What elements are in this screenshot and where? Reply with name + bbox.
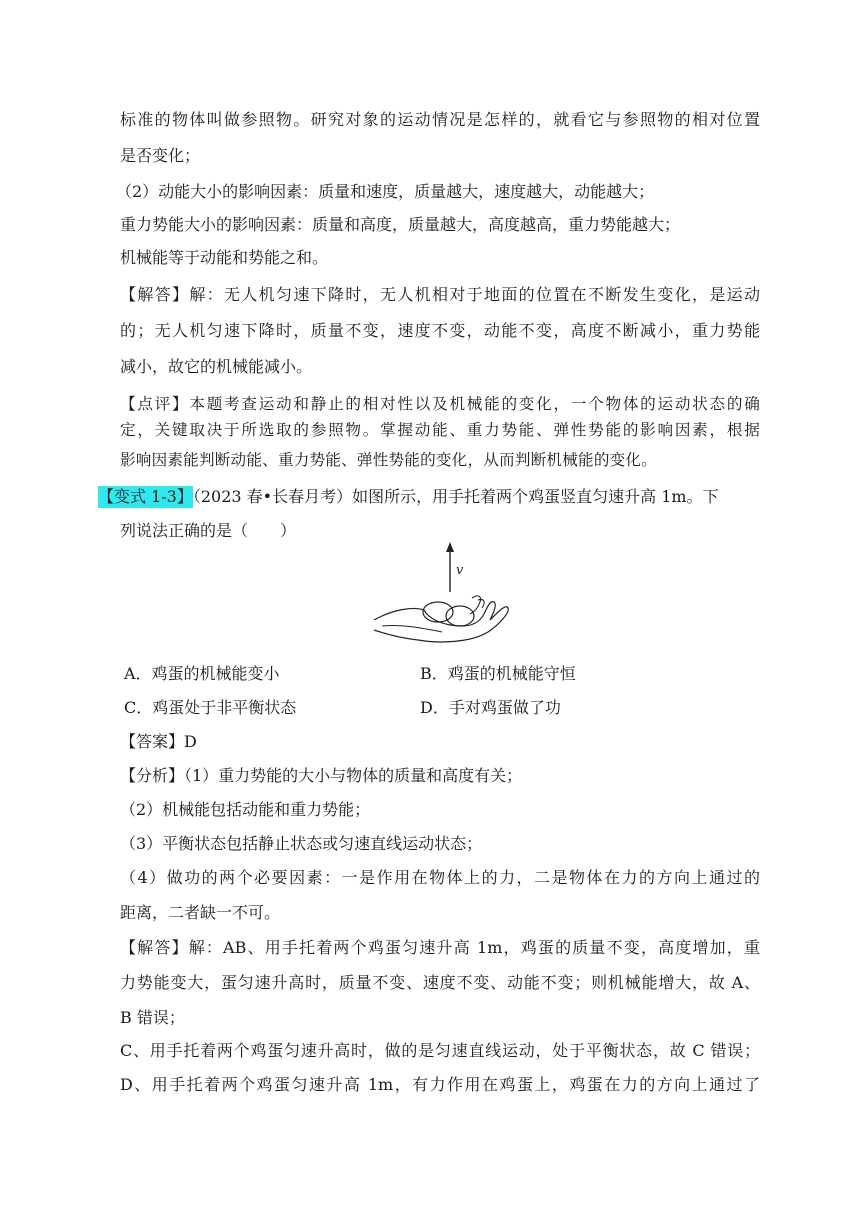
question-text: （2023 春•长春月考）如图所示，用手托着两个鸡蛋竖直匀速升高 1m。下 (192, 487, 719, 506)
option-d: D．手对鸡蛋做了功 (420, 698, 561, 717)
solution-line: 【解答】解：AB、用手托着两个鸡蛋匀速升高 1m，鸡蛋的质量不变，高度增加，重 (120, 938, 760, 957)
text-line: 减小，故它的机械能减小。 (120, 357, 313, 376)
variant-tag: 【变式 1-3】 (98, 487, 193, 506)
solution-line: C、用手托着两个鸡蛋匀速升高时，做的是匀速直线运动，处于平衡状态，故 C 错误； (120, 1041, 760, 1060)
option-c: C．鸡蛋处于非平衡状态 (124, 698, 297, 717)
analysis-line: 距离，二者缺一不可。 (120, 903, 281, 922)
solution-line: D、用手托着两个鸡蛋匀速升高 1m，有力作用在鸡蛋上，鸡蛋在力的方向上通过了 (120, 1075, 760, 1094)
comment-line: 【点评】本题考查运动和静止的相对性以及机械能的变化，一个物体的运动状态的确 (120, 395, 760, 413)
solution-heading-line: 【解答】解：无人机匀速下降时，无人机相对于地面的位置在不断发生变化，是运动 (120, 285, 760, 304)
analysis-line: （2）机械能包括动能和重力势能； (120, 800, 371, 819)
text-line: 的；无人机匀速下降时，质量不变，速度不变，动能不变，高度不断减小，重力势能 (120, 321, 760, 340)
option-b: B．鸡蛋的机械能守恒 (420, 664, 576, 683)
text-line: 重力势能大小的影响因素：质量和高度，质量越大，高度越高，重力势能越大； (120, 215, 681, 234)
hand-eggs-illustration (372, 540, 532, 650)
option-a: A．鸡蛋的机械能变小 (124, 664, 280, 683)
velocity-label: v (456, 563, 464, 578)
question-stem (98, 487, 760, 507)
text-line: 标准的物体叫做参照物。研究对象的运动情况是怎样的，就看它与参照物的相对位置 (120, 110, 760, 129)
text-line: 机械能等于动能和势能之和。 (120, 248, 329, 267)
question-text-cont: 列说法正确的是（ ） (120, 521, 297, 540)
comment-line: 影响因素能判断动能、重力势能、弹性势能的变化，从而判断机械能的变化。 (120, 451, 657, 469)
solution-line: B 错误； (120, 1008, 185, 1027)
answer-line: 【答案】D (120, 732, 197, 751)
analysis-line: 【分析】（1）重力势能的大小与物体的质量和高度有关； (120, 766, 523, 785)
hand-eggs-figure (372, 540, 532, 650)
comment-line: 定，关键取决于所选取的参照物。掌握动能、重力势能、弹性势能的影响因素，根据 (120, 421, 760, 439)
solution-line: 力势能变大，蛋匀速升高时，质量不变、速度不变、动能不变；则机械能增大，故 A、 (120, 973, 760, 992)
analysis-line: （4）做功的两个必要因素：一是作用在物体上的力，二是物体在力的方向上通过的 (120, 868, 760, 887)
text-line: （2）动能大小的影响因素：质量和速度，质量越大，速度越大，动能越大； (116, 182, 655, 201)
text-line: 是否变化； (120, 146, 201, 165)
analysis-line: （3）平衡状态包括静止状态或匀速直线运动状态； (120, 834, 483, 853)
